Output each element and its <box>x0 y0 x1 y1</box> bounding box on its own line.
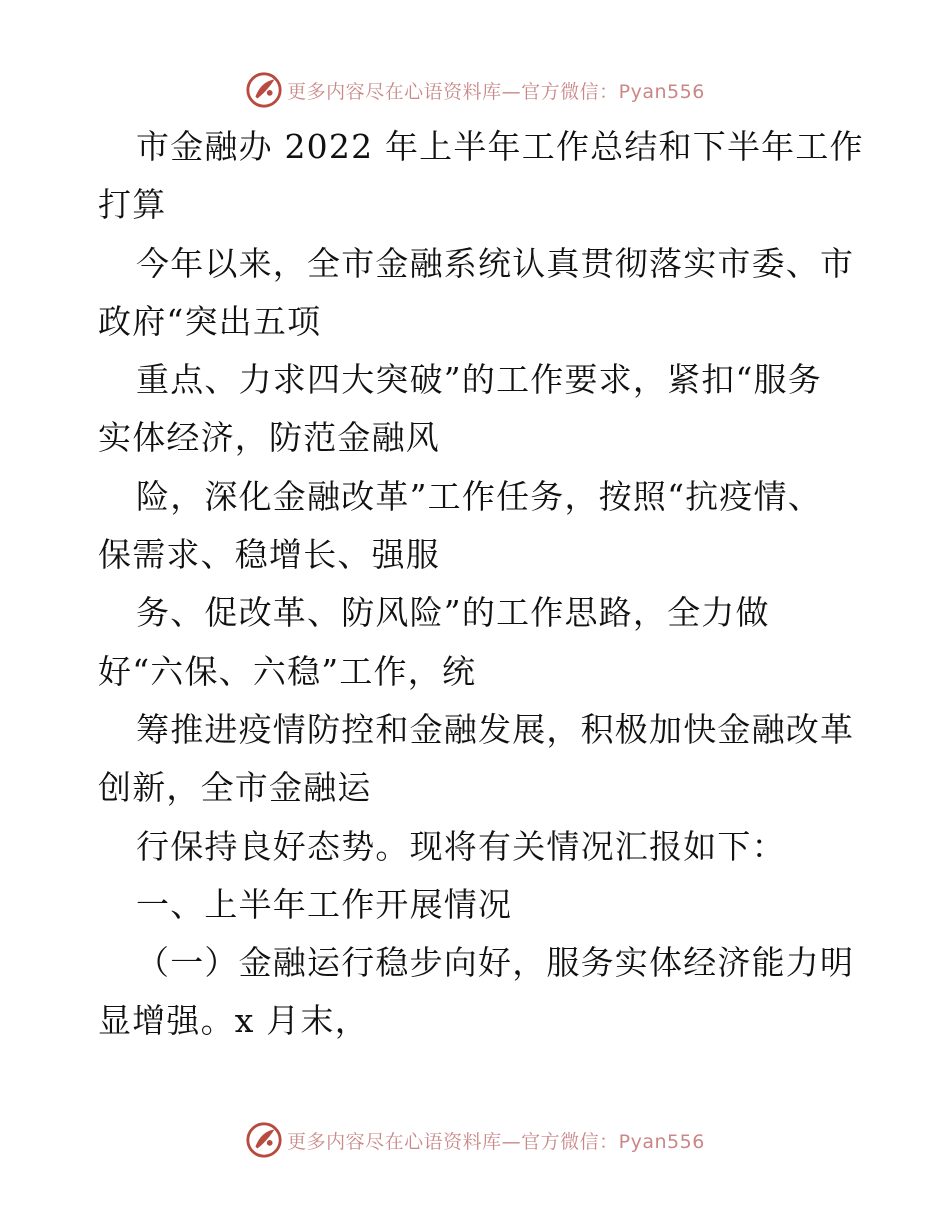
text-line: 保需求、稳增长、强服 <box>98 535 440 575</box>
text-line: 重点、力求四大突破”的工作要求，紧扣“服务 <box>136 360 822 400</box>
text-line: 打算 <box>98 185 167 225</box>
text-line: 务、促改革、防风险”的工作思路，全力做 <box>136 593 770 633</box>
text-line: 险，深化金融改革”工作任务，按照“抗疫情、 <box>136 476 822 516</box>
text-line: 实体经济，防范金融风 <box>98 418 440 458</box>
text-line: （一）金融运行稳步向好，服务实体经济能力明 <box>136 943 855 983</box>
document-body <box>98 118 864 1051</box>
text-line: 好“六保、六稳”工作，统 <box>98 651 477 691</box>
text-line: 今年以来，全市金融系统认真贯彻落实市委、市 <box>136 243 855 283</box>
watermark-text: 更多内容尽在心语资料库—官方微信：Pyan556 <box>287 1130 705 1153</box>
text-line: 行保持良好态势。现将有关情况汇报如下： <box>136 826 786 866</box>
text-line: 筹推进疫情防控和金融发展，积极加快金融改革 <box>136 709 855 749</box>
footer-watermark <box>0 1120 950 1160</box>
header-watermark <box>0 70 950 110</box>
seal-logo-icon <box>245 71 283 109</box>
text-line: 一、上半年工作开展情况 <box>136 884 513 924</box>
text-line: 政府“突出五项 <box>98 301 322 341</box>
text-line: 市金融办 2022 年上半年工作总结和下半年工作 <box>136 127 864 166</box>
text-line: 显增强。x 月末， <box>98 1001 369 1041</box>
seal-logo-icon <box>245 1121 283 1159</box>
watermark-text: 更多内容尽在心语资料库—官方微信：Pyan556 <box>287 80 705 103</box>
text-line: 创新，全市金融运 <box>98 768 372 808</box>
